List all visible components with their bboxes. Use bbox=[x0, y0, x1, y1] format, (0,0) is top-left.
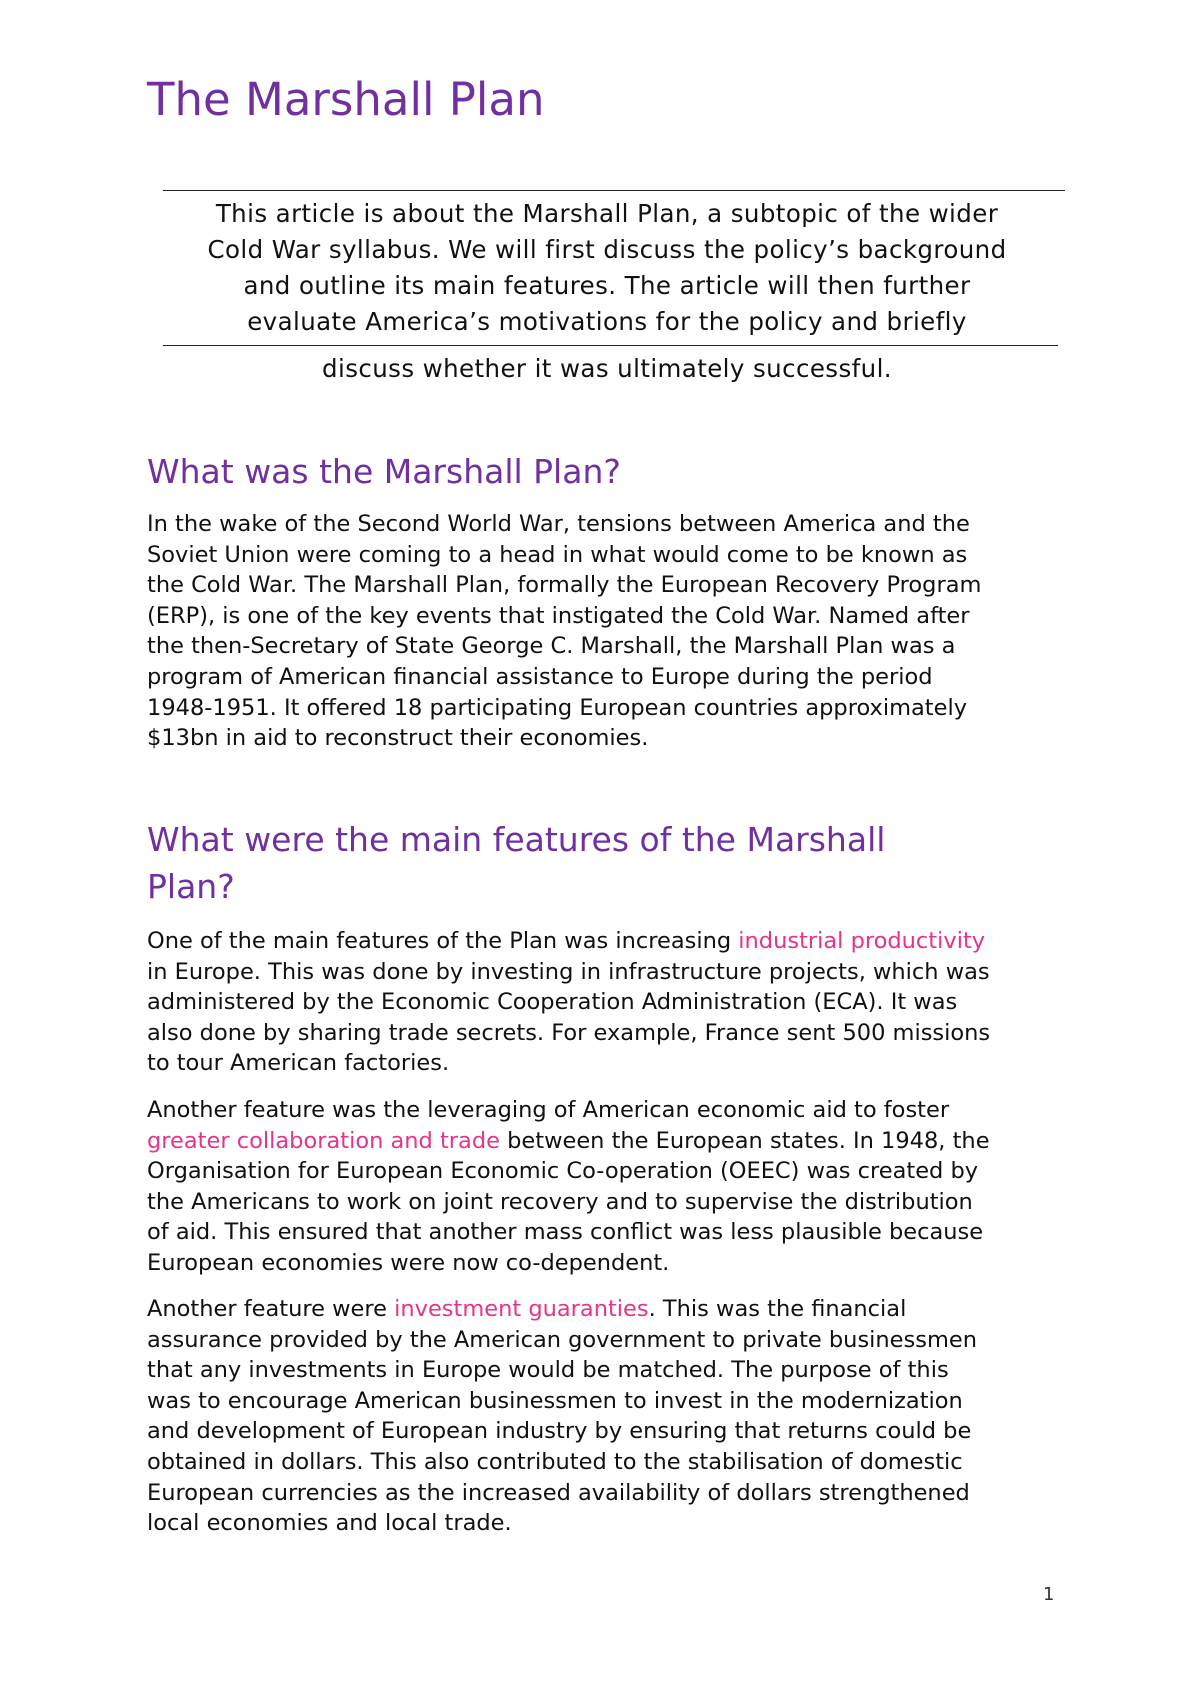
paragraph-text: . This was the financial bbox=[648, 1296, 907, 1322]
section-heading-what-was: What was the Marshall Plan? bbox=[147, 452, 621, 491]
paragraph-line: administered by the Economic Cooperation Administration (ECA). It was bbox=[147, 989, 958, 1016]
intro-line: evaluate America’s motivations for the policy and briefly bbox=[247, 307, 967, 336]
paragraph-line: Another feature was the leveraging of American economic aid to foster bbox=[147, 1097, 950, 1123]
paragraph-line: that any investments in Europe would be matched. The purpose of this bbox=[147, 1357, 949, 1384]
highlight-term: investment guaranties bbox=[394, 1296, 649, 1322]
paragraph-line: obtained in dollars. This also contributed to the stabilisation of domestic bbox=[147, 1448, 963, 1475]
paragraph-text: Another feature were bbox=[147, 1296, 395, 1322]
paragraph-line: program of American financial assistance to Europe during the period bbox=[147, 663, 933, 690]
intro-line: and outline its main features. The article will then further bbox=[243, 271, 971, 300]
paragraph-line: $13bn in aid to reconstruct their economies. bbox=[147, 725, 649, 752]
paragraph-line: of aid. This ensured that another mass conflict was less plausible because bbox=[147, 1219, 984, 1246]
paragraph-line: local economies and local trade. bbox=[147, 1510, 512, 1537]
paragraph-line: Soviet Union were coming to a head in what would come to be known as bbox=[147, 541, 968, 568]
paragraph-text: between the European states. In 1948, the bbox=[499, 1127, 990, 1154]
paragraph-line: European currencies as the increased availability of dollars strengthened bbox=[147, 1479, 970, 1506]
paragraph-productivity bbox=[147, 926, 990, 1079]
intro-top-rule bbox=[163, 190, 1065, 191]
paragraph-line: 1948-1951. It offered 18 participating European countries approximately bbox=[147, 694, 968, 721]
highlight-term: greater collaboration and trade bbox=[147, 1127, 500, 1154]
paragraph-line: to tour American factories. bbox=[147, 1050, 450, 1077]
paragraph-line: the Cold War. The Marshall Plan, formally the European Recovery Program bbox=[147, 572, 982, 599]
paragraph-line: Organisation for European Economic Co-operation (OEEC) was created by bbox=[147, 1158, 979, 1185]
page-number: 1 bbox=[1043, 1584, 1055, 1605]
paragraph-line: In the wake of the Second World War, tensions between America and the bbox=[147, 511, 970, 537]
paragraph-line: was to encourage American businessmen to invest in the modernization bbox=[147, 1387, 963, 1414]
intro-line: discuss whether it was ultimately successful. bbox=[322, 354, 892, 383]
paragraph-line: also done by sharing trade secrets. For example, France sent 500 missions bbox=[147, 1019, 991, 1046]
paragraph-text: One of the main features of the Plan was increasing bbox=[147, 928, 739, 954]
intro-line: Cold War syllabus. We will first discuss the policy’s background bbox=[207, 235, 1007, 264]
paragraph-line: (ERP), is one of the key events that instigated the Cold War. Named after bbox=[147, 602, 970, 629]
paragraph-collaboration bbox=[147, 1095, 990, 1279]
intro-bottom-rule bbox=[163, 345, 1058, 346]
paragraph-what-was bbox=[147, 509, 981, 754]
highlight-term: industrial productivity bbox=[738, 928, 986, 954]
paragraph-line: assurance provided by the American government to private businessmen bbox=[147, 1326, 977, 1353]
section-heading-features-continued: Plan? bbox=[147, 867, 235, 906]
paragraph-investment bbox=[147, 1294, 977, 1539]
intro-line: This article is about the Marshall Plan, a subtopic of the wider bbox=[215, 199, 999, 228]
section-heading-features: What were the main features of the Marshall bbox=[147, 820, 886, 859]
paragraph-line: in Europe. This was done by investing in infrastructure projects, which was bbox=[147, 958, 990, 985]
paragraph-line: and development of European industry by ensuring that returns could be bbox=[147, 1418, 972, 1445]
paragraph-line: the then-Secretary of State George C. Marshall, the Marshall Plan was a bbox=[147, 633, 956, 660]
page-title: The Marshall Plan bbox=[147, 73, 545, 126]
paragraph-line: the Americans to work on joint recovery and to supervise the distribution bbox=[147, 1188, 973, 1215]
paragraph-line: European economies were now co-dependent. bbox=[147, 1249, 670, 1276]
